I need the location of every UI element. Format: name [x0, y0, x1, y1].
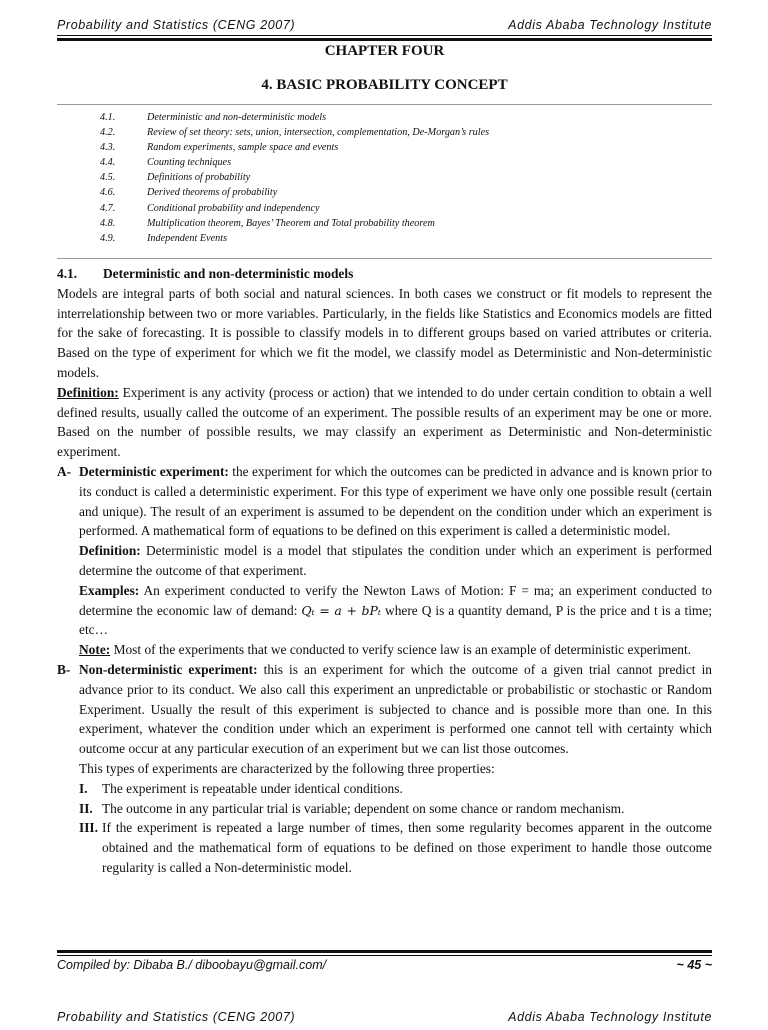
header-institute: Addis Ababa Technology Institute	[508, 18, 712, 32]
property-text: The outcome in any particular trial is variable; dependent on some chance or random mechanism.	[102, 800, 625, 816]
toc-item	[100, 125, 700, 140]
section-intro: Models are integral parts of both social and natural sciences. In both cases we construct or fit models to represent the interrelationship between two or more variables. Particularly, in the fields like Statistics and Economics models are fitted for the sake of forecasting. It is possible to classify models in to different groups based on varied attributes or criteria. Based on the type of experiment for which we fit the model, we classify model as Deterministic and Non-deterministic models.	[57, 285, 712, 380]
item-non-deterministic	[57, 660, 712, 878]
item-deterministic	[57, 462, 712, 660]
chapter-label: CHAPTER FOUR	[324, 43, 445, 59]
footer-rule-thin	[57, 955, 712, 956]
property-item	[79, 818, 712, 877]
definition-text: Experiment is any activity (process or action) that we intended to do under certain condition to obtain a well defined results, usually called the outcome of an experiment. The possible results of an experiment may be one or more. Based on the number of possible results, we may classify an experiment as Deterministic and Non-deterministic experiment.	[57, 384, 712, 460]
toc-text: Conditional probability and independency	[147, 202, 320, 214]
definition-label: Definition:	[57, 384, 119, 400]
toc-text: Derived theorems of probability	[147, 187, 278, 199]
next-header-course: Probability and Statistics (CENG 2007)	[57, 1010, 296, 1024]
item-text: this is an experiment for which the outcome of a given trial cannot predict in advance prior to its conduct. We also call this experiment an unpredictable or probabilistic or stochastic or Random Experiment. Usually the result of this experiment is subjected to chance and is possible more than one. In this experiment, whatever the condition under which an experiment is performed one cannot tell with certainty which outcome occur at any particular execution of an experiment but we can list those outcomes.	[79, 661, 712, 757]
toc-text: Random experiments, sample space and events	[147, 142, 339, 154]
toc-num: 4.4.	[100, 157, 116, 169]
non-deterministic-description	[79, 660, 712, 759]
toc-num: 4.8.	[100, 217, 116, 229]
toc-num: 4.9.	[100, 232, 116, 244]
toc-text: Multiplication theorem, Bayes’ Theorem and Total probability theorem	[147, 217, 435, 229]
toc-item	[100, 140, 700, 155]
next-header-institute: Addis Ababa Technology Institute	[508, 1010, 712, 1024]
examples-label: Examples:	[79, 582, 140, 598]
toc-bottom-divider	[57, 258, 712, 259]
toc-item	[100, 155, 700, 170]
page-number: ~ 45 ~	[676, 958, 712, 972]
property-number: III.	[79, 820, 98, 836]
page-header	[57, 16, 712, 36]
toc-num: 4.1.	[100, 112, 116, 123]
table-of-contents	[100, 110, 700, 246]
toc-item	[100, 201, 700, 216]
main-content	[57, 264, 712, 878]
toc-text: Definitions of probability	[147, 172, 251, 184]
note-text: Most of the experiments that we conducted to verify science law is an example of deterministic experiment.	[110, 642, 692, 658]
deterministic-examples	[79, 581, 712, 640]
toc-item	[100, 185, 700, 200]
experiment-definition	[57, 383, 712, 462]
toc-item	[100, 110, 700, 125]
toc-text: Counting techniques	[147, 157, 232, 169]
property-number: I.	[79, 780, 88, 796]
toc-text: Independent Events	[147, 232, 228, 244]
examples-text: An experiment conducted to verify the Newton Laws of Motion: F = ma; an experiment conducted to determine the economic law of demand:	[79, 582, 712, 618]
item-label: Deterministic experiment:	[79, 463, 229, 479]
property-number: II.	[79, 800, 93, 816]
toc-item	[100, 170, 700, 185]
next-page-header	[57, 1010, 712, 1030]
note-label: Note:	[79, 642, 111, 658]
item-marker: A-	[57, 463, 72, 479]
section-number: 4.1.	[57, 266, 78, 281]
header-rule-thin	[57, 35, 712, 36]
toc-item	[100, 216, 700, 231]
demand-equation: Qₜ = a + bPₜ	[301, 602, 382, 618]
toc-num: 4.7.	[100, 202, 116, 214]
header-course: Probability and Statistics (CENG 2007)	[57, 18, 296, 32]
section-title: Deterministic and non-deterministic models	[103, 266, 354, 281]
deterministic-definition	[79, 541, 712, 581]
header-rule-thick	[57, 38, 712, 41]
toc-num: 4.6.	[100, 187, 116, 199]
property-text: The experiment is repeatable under identical conditions.	[102, 780, 403, 796]
item-text: the experiment for which the outcomes can be predicted in advance and is known prior to its conduct is called a deterministic experiment. For this type of experiment we have only one possible result (certain and unique). The result of an experiment is assumed to be dependent on the condition under which an experiment is performed. A mathematical form of equations to be defined on this experiment is called a deterministic model.	[79, 463, 712, 539]
item-marker: B-	[57, 661, 71, 677]
footer-author: Compiled by: Dibaba B./ diboobayu@gmail.com/	[57, 958, 327, 972]
deterministic-description	[79, 462, 712, 541]
properties-intro: This types of experiments are characterized by the following three properties:	[79, 760, 495, 776]
toc-num: 4.2.	[100, 127, 116, 139]
property-text: If the experiment is repeated a large number of times, then some regularity becomes apparent in the outcome obtained and the mathematical form of equations to be defined on those experiment to handle those outcome regularity is called a Non-deterministic model.	[102, 820, 712, 875]
toc-num: 4.3.	[100, 142, 116, 154]
footer-rule-thick	[57, 950, 712, 953]
toc-top-divider	[57, 104, 712, 105]
item-label: Non-deterministic experiment:	[79, 661, 258, 677]
toc-text: Review of set theory: sets, union, intersection, complementation, De-Morgan’s rules	[147, 127, 490, 139]
definition-text: Deterministic model is a model that stipulates the condition under which an experiment is performed determine the outcome of that experiment.	[79, 543, 712, 578]
property-item	[79, 779, 712, 799]
deterministic-note	[79, 640, 712, 660]
section-heading	[57, 264, 712, 284]
toc-num: 4.5.	[100, 172, 116, 184]
page-footer	[57, 958, 712, 978]
toc-item	[100, 231, 700, 246]
examples-text-cont: where Q is a quantity demand, P is the price and t is a time; etc…	[79, 602, 713, 638]
definition-label: Definition:	[79, 543, 141, 559]
toc-text: Deterministic and non-deterministic models	[147, 112, 327, 123]
chapter-title: 4. BASIC PROBABILITY CONCEPT	[261, 77, 508, 93]
property-item	[79, 799, 712, 819]
